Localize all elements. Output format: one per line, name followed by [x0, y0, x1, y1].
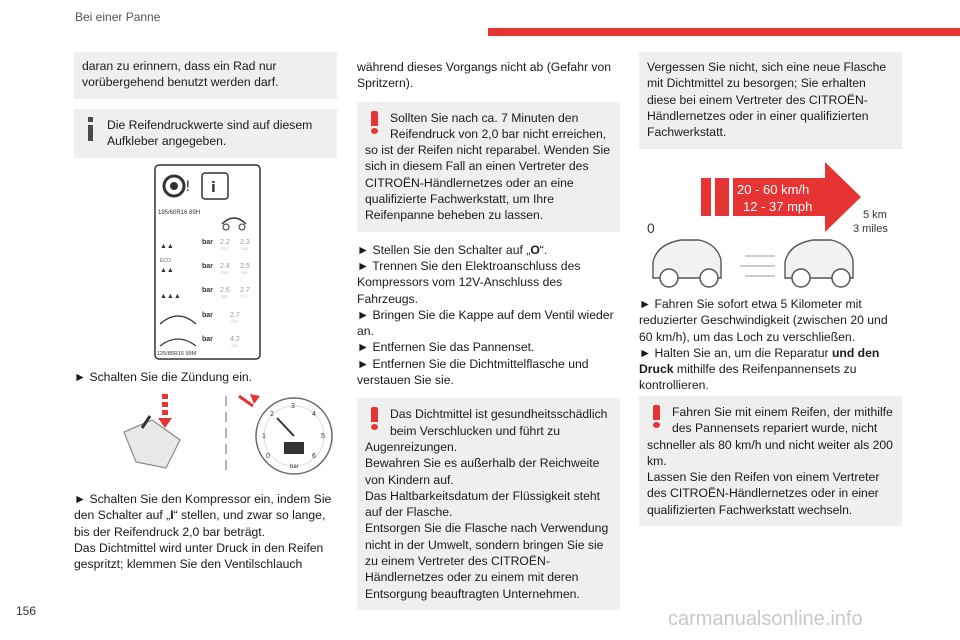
step-compressor-on: ► Schalten Sie den Kompressor ein, indem Sie den Schalter auf „I“ stellen, und zwar so lange, bis der Reifendruck 2,0 bar beträgt. Das Dichtmittel wird unter Druck in den Reifen gespritzt; klemmen Sie den Ventilschlauch — [74, 492, 332, 572]
distance-miles: 3 miles — [853, 223, 888, 235]
svg-text:4.2: 4.2 — [230, 336, 240, 343]
drive-speed-figure — [645, 160, 895, 290]
continuation-text: daran zu erinnern, dass ein Rad nur vorübergehend benutzt werden darf. — [82, 59, 279, 90]
svg-text:2.7: 2.7 — [230, 312, 240, 319]
svg-text:2.7: 2.7 — [240, 287, 250, 294]
step-cap: ► Bringen Sie die Kappe auf dem Ventil wieder an. — [357, 307, 614, 339]
svg-text:270: 270 — [231, 319, 238, 324]
speed-kmh: 20 - 60 km/h — [737, 182, 810, 197]
car-icon — [785, 240, 853, 287]
svg-text:▲▲: ▲▲ — [160, 267, 174, 274]
svg-text:bar: bar — [202, 239, 213, 246]
step-remove-bottle: ► Entfernen Sie die Dichtmittelflasche und verstauen Sie sie. — [357, 356, 589, 388]
svg-text:0: 0 — [266, 453, 270, 460]
watermark: carmanualsonline.info — [668, 608, 863, 630]
tire-size-bottom: 125/85R16 99M — [157, 351, 197, 357]
warning-box-3: Fahren Sie mit einem Reifen, der mithilfe des Pannensets repariert wurde, nicht schneller als 80 km/h und nicht weiter als 200 km. Lassen Sie den Reifen von einem Vertreter des CITROËN-Händlernetzes oder in einer qualifizierten Fachwerkstatt wechseln. — [639, 396, 902, 526]
svg-text:2.3: 2.3 — [240, 239, 250, 246]
warning-box-2: Das Dichtmittel ist gesundheitsschädlich beim Verschlucken und führt zu Augenreizungen. Bewahren Sie es außerhalb der Reichweite von Kindern auf. Das Haltbarkeitsdatum der Flüssigkeit steht auf der Flasche. Entsorgen Sie die Flasche nach Verwendung nicht in der Umwelt, sondern bringen Sie sie zu einem Vertreter des CITROËN-Händlernetzes oder zu einem mit deren Entsorgung beauftragten Unternehmen. — [357, 398, 620, 610]
svg-text:6: 6 — [312, 453, 316, 460]
reminder-text: Vergessen Sie nicht, sich eine neue Flasche mit Dichtmittel zu besorgen; Sie erhalten diese bei einem Vertreter des CITROËN-Händlernetzes oder in einer qualifizierten Fachwerkstatt. — [647, 60, 887, 140]
svg-text:220: 220 — [221, 246, 228, 251]
info-text: Die Reifendruckwerte sind auf diesem Aufkleber angegeben. — [107, 117, 313, 148]
svg-text:240: 240 — [221, 270, 228, 275]
compressor-switch-and-gauge-figure — [114, 392, 336, 478]
continuation-box — [74, 52, 337, 99]
tire-size-top: 195/60R16 89H — [158, 210, 201, 216]
svg-text:2.4: 2.4 — [220, 263, 230, 270]
svg-text:!: ! — [185, 179, 191, 195]
svg-text:bar: bar — [202, 336, 213, 343]
svg-text:3: 3 — [291, 403, 295, 410]
svg-text:270: 270 — [241, 294, 248, 299]
svg-text:bar: bar — [202, 312, 213, 319]
step-ignition: ► Schalten Sie die Zündung ein. — [74, 370, 253, 384]
column-2 — [357, 52, 620, 610]
step-remove-kit: ► Entfernen Sie das Pannenset. — [357, 340, 535, 355]
svg-text:2.5: 2.5 — [240, 263, 250, 270]
svg-text:2: 2 — [270, 411, 274, 418]
info-icon — [88, 117, 93, 141]
svg-text:250: 250 — [241, 270, 248, 275]
column-3 — [639, 52, 902, 517]
info-box — [74, 109, 337, 159]
svg-text:5: 5 — [321, 433, 325, 440]
svg-text:230: 230 — [241, 246, 248, 251]
distance-zero: 0 — [647, 220, 655, 236]
svg-text:ECO: ECO — [160, 258, 171, 264]
svg-text:4: 4 — [312, 411, 316, 418]
svg-text:▲▲: ▲▲ — [160, 243, 174, 250]
svg-text:2.6: 2.6 — [220, 287, 230, 294]
svg-text:1: 1 — [262, 433, 266, 440]
svg-text:i: i — [211, 180, 216, 196]
continuation-paragraph: während dieses Vorgangs nicht ab (Gefahr von Spritzern). — [357, 60, 612, 91]
compressor-icon — [124, 420, 180, 468]
svg-text:420: 420 — [231, 343, 238, 348]
speed-arrow — [733, 162, 861, 232]
svg-text:▲▲▲: ▲▲▲ — [160, 293, 181, 300]
header-accent-bar — [488, 28, 960, 36]
tire-pressure-label-figure — [154, 164, 261, 360]
car-icon — [653, 240, 721, 287]
distance-km: 5 km — [863, 209, 887, 221]
step-switch-off: ► Stellen Sie den Schalter auf „O“. — [357, 242, 548, 257]
reminder-box — [639, 52, 902, 149]
warning-box-1: Sollten Sie nach ca. 7 Minuten den Reifendruck von 2,0 bar nicht erreichen, so ist der Reifen nicht reparabel. Wenden Sie sich in diesem Fall an einen Vertreter des CITROËN-Händlernetzes oder an eine qualifizierte Fachwerkstatt, um Ihre Reifenpanne beheben zu lassen. — [357, 102, 620, 232]
svg-text:bar: bar — [202, 287, 213, 294]
svg-text:bar: bar — [202, 263, 213, 270]
speed-mph: 12 - 37 mph — [743, 199, 813, 214]
steps-list — [357, 242, 620, 389]
svg-text:bar: bar — [290, 464, 299, 470]
page-number: 156 — [16, 604, 37, 618]
column-1 — [74, 52, 337, 572]
step-drive: ► Fahren Sie sofort etwa 5 Kilometer mit reduzierter Geschwindigkeit (zwischen 20 und 60 km/h), um das Loch zu verschließen. ► Halten Sie an, um die Reparatur und den Druck mithilfe des Reifenpannensets zu kontrollieren. — [639, 297, 888, 393]
svg-text:260: 260 — [221, 294, 228, 299]
running-header: Bei einer Panne — [75, 10, 161, 24]
step-disconnect: ► Trennen Sie den Elektroanschluss des Kompressors vom 12V-Anschluss des Fahrzeugs. — [357, 258, 581, 306]
warning-icon — [371, 111, 378, 134]
svg-text:2.2: 2.2 — [220, 239, 230, 246]
warning-icon — [371, 407, 378, 430]
warning-icon — [653, 405, 660, 428]
